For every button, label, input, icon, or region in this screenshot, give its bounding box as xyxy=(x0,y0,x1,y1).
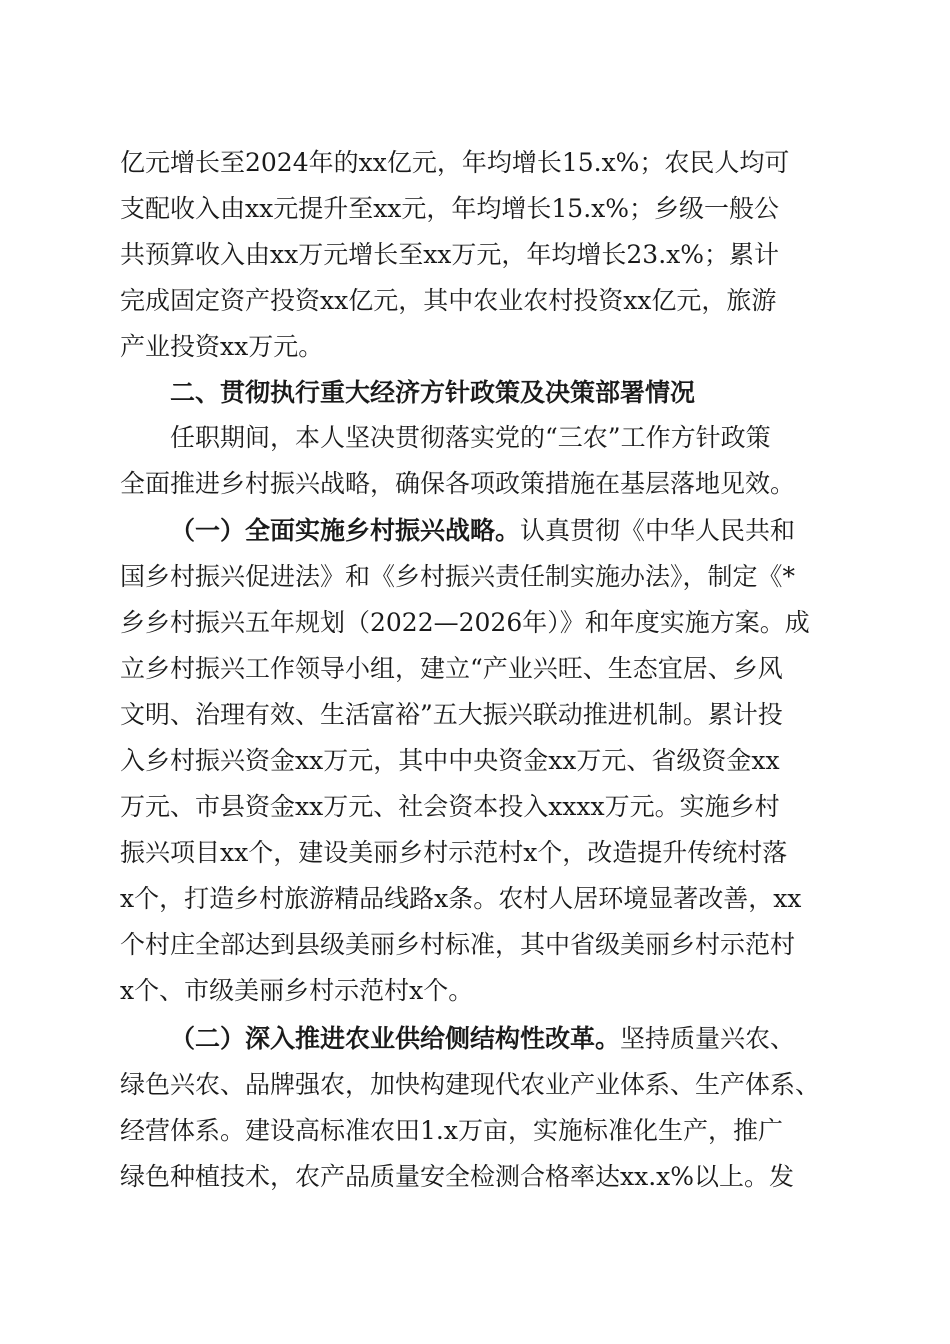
paragraph-text: 认真贯彻《中华人民共和 xyxy=(520,516,796,545)
paragraph-line: 产业投资xx万元。 xyxy=(120,332,324,361)
paragraph-line: 亿元增长至2024年的xx亿元，年均增长15.x%；农民人均可 xyxy=(120,148,790,177)
paragraph-line: x个、市级美丽乡村示范村x个。 xyxy=(120,976,474,1005)
paragraph-line: 振兴项目xx个，建设美丽乡村示范村x个，改造提升传统村落 xyxy=(120,838,788,867)
paragraph-line: 完成固定资产投资xx亿元，其中农业农村投资xx亿元，旅游 xyxy=(120,286,777,315)
paragraph-line: 文明、治理有效、生活富裕”五大振兴联动推进机制。累计投 xyxy=(120,700,783,729)
paragraph-line: 任职期间，本人坚决贯彻落实党的“三农”工作方针政策 xyxy=(170,423,771,452)
subsection-heading: （一）全面实施乡村振兴战略。 xyxy=(170,516,521,545)
paragraph-text: 坚持质量兴农、 xyxy=(620,1024,796,1053)
paragraph-line: 共预算收入由xx万元增长至xx万元，年均增长23.x%；累计 xyxy=(120,240,780,269)
section-heading: 二、贯彻执行重大经济方针政策及决策部署情况 xyxy=(170,378,696,407)
paragraph-line: 立乡村振兴工作领导小组，建立“产业兴旺、生态宜居、乡风 xyxy=(120,654,783,683)
paragraph-first-line xyxy=(170,513,840,549)
paragraph-line: 乡乡村振兴五年规划（2022—2026年）》和年度实施方案。成 xyxy=(120,608,810,637)
paragraph-line: 万元、市县资金xx万元、社会资本投入xxxx万元。实施乡村 xyxy=(120,792,780,821)
paragraph-line: 个村庄全部达到县级美丽乡村标准，其中省级美丽乡村示范村 xyxy=(120,930,796,959)
paragraph-line: 绿色种植技术，农产品质量安全检测合格率达xx.x%以上。发 xyxy=(120,1162,795,1191)
paragraph-line: 国乡村振兴促进法》和《乡村振兴责任制实施办法》，制定《* xyxy=(120,562,796,591)
paragraph-line: 绿色兴农、品牌强农，加快构建现代农业产业体系、生产体系、 xyxy=(120,1070,821,1099)
paragraph-line: 支配收入由xx元提升至xx元，年均增长15.x%；乡级一般公 xyxy=(120,194,780,223)
subsection-heading: （二）深入推进农业供给侧结构性改革。 xyxy=(170,1024,621,1053)
paragraph-line: x个，打造乡村旅游精品线路x条。农村人居环境显著改善，xx xyxy=(120,884,802,913)
paragraph-line: 入乡村振兴资金xx万元，其中中央资金xx万元、省级资金xx xyxy=(120,746,780,775)
paragraph-line: 经营体系。建设高标准农田1.x万亩，实施标准化生产，推广 xyxy=(120,1116,783,1145)
paragraph-line: 全面推进乡村振兴战略，确保各项政策措施在基层落地见效。 xyxy=(120,469,796,498)
paragraph-first-line xyxy=(170,1021,840,1057)
